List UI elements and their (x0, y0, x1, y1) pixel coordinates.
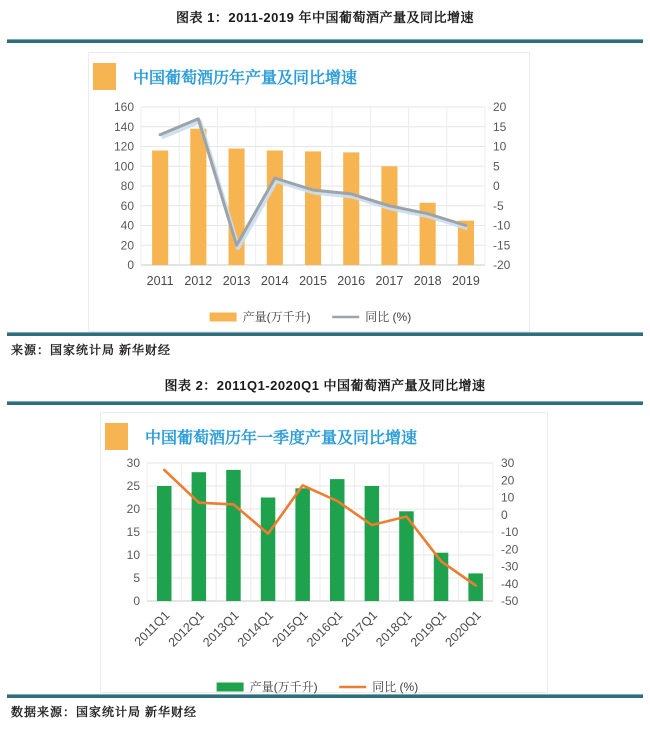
left-axis-tick: 140 (113, 119, 134, 134)
title-marker-icon (93, 63, 116, 90)
left-axis-tick: 60 (120, 198, 134, 213)
chart-card-figure1 (88, 52, 530, 332)
x-axis-label: 2019 (451, 274, 480, 288)
bar-2020Q1 (468, 573, 483, 601)
x-axis-label: 2017 (375, 274, 404, 288)
x-axis-label: 2013 (222, 274, 251, 288)
left-axis-tick: 5 (133, 571, 140, 585)
x-axis-label: 2015 (299, 274, 327, 288)
right-axis-tick: 20 (493, 100, 507, 114)
figure1-source-note: 来源：国家统计局 新华财经 (11, 343, 172, 357)
chart1-title: 中国葡萄酒历年产量及同比增速 (133, 69, 358, 87)
combo-chart-figure2 (101, 453, 547, 700)
figure2-caption: 图表 2：2011Q1-2020Q1 中国葡萄酒产量及同比增速 (164, 378, 486, 393)
left-axis-tick: 15 (126, 525, 140, 539)
left-axis-tick: 0 (133, 594, 140, 608)
left-axis-tick: 0 (127, 258, 134, 272)
left-axis-tick: 80 (120, 179, 134, 193)
right-axis-tick: -30 (501, 559, 519, 574)
right-axis-tick: -10 (501, 525, 519, 539)
legend-bar-label: 产量(万千升) (249, 680, 318, 694)
legend-bar-swatch (210, 313, 237, 322)
x-axis-label: 2013Q1 (200, 608, 242, 650)
right-axis-tick: -20 (493, 258, 511, 272)
right-axis-tick: -20 (501, 542, 519, 557)
chart-card-figure2 (100, 412, 548, 693)
bar-2016 (343, 152, 359, 265)
bar-2011 (152, 151, 168, 266)
legend-bar-swatch (217, 683, 244, 692)
x-axis-label: 2014Q1 (234, 608, 277, 650)
chart1-title-row (89, 53, 529, 93)
x-axis-label: 2016Q1 (304, 608, 346, 650)
right-axis-tick: 10 (501, 490, 515, 505)
x-axis-label: 2011Q1 (131, 608, 173, 649)
divider-rule (7, 694, 643, 698)
left-axis-tick: 25 (126, 479, 140, 493)
divider-rule (7, 332, 643, 336)
divider-rule (7, 401, 643, 405)
right-axis-tick: -50 (501, 594, 519, 608)
x-axis-label: 2012 (184, 274, 213, 288)
x-axis-label: 2014 (260, 274, 289, 288)
legend-line-label: 同比 (%) (372, 680, 419, 694)
left-axis-tick: 120 (113, 139, 134, 154)
bar-2012 (190, 129, 206, 265)
right-axis-tick: 0 (501, 507, 508, 522)
right-axis-tick: 5 (493, 159, 500, 174)
right-axis-tick: 30 (501, 456, 515, 470)
bar-2017 (381, 166, 397, 265)
right-axis-tick: 0 (493, 179, 500, 193)
x-axis-label: 2020Q1 (442, 608, 484, 650)
figure2-source-note: 数据来源：国家统计局 新华财经 (11, 705, 198, 719)
figure1-caption: 图表 1：2011-2019 年中国葡萄酒产量及同比增速 (176, 10, 474, 25)
bar-2015 (305, 151, 321, 265)
bar-2012Q1 (192, 472, 207, 601)
right-axis-tick: 15 (493, 119, 507, 134)
divider-rule (7, 39, 643, 43)
right-axis-tick: 10 (493, 139, 507, 154)
left-axis-tick: 20 (126, 502, 140, 516)
left-axis-tick: 100 (113, 159, 134, 174)
title-marker-icon (105, 423, 128, 450)
right-axis-tick: -10 (493, 218, 511, 233)
right-axis-tick: -40 (501, 576, 519, 591)
left-axis-tick: 160 (113, 100, 134, 114)
right-axis-tick: -5 (493, 198, 504, 213)
right-axis-tick: 20 (501, 473, 515, 488)
combo-chart-figure1 (89, 93, 529, 337)
right-axis-tick: -15 (493, 238, 511, 253)
x-axis-label: 2017Q1 (338, 608, 381, 650)
chart2-title: 中国葡萄酒历年一季度产量及同比增速 (145, 429, 418, 447)
left-axis-tick: 30 (126, 456, 140, 470)
left-axis-tick: 10 (126, 548, 140, 562)
x-axis-label: 2018Q1 (373, 608, 415, 650)
x-axis-label: 2012Q1 (165, 608, 208, 650)
x-axis-label: 2016 (337, 274, 366, 288)
bar-2013Q1 (226, 470, 241, 601)
left-axis-tick: 20 (120, 238, 134, 253)
x-axis-label: 2019Q1 (407, 608, 450, 650)
legend-line-label: 同比 (%) (365, 310, 412, 324)
bar-2017Q1 (365, 486, 380, 601)
x-axis-label: 2011 (146, 274, 174, 288)
legend-bar-label: 产量(万千升) (242, 310, 311, 324)
x-axis-label: 2015Q1 (269, 608, 311, 650)
bar-2015Q1 (295, 488, 310, 601)
x-axis-label: 2018 (413, 274, 442, 288)
left-axis-tick: 40 (120, 218, 134, 233)
bar-2014 (267, 151, 283, 266)
bar-2011Q1 (157, 486, 172, 601)
bar-2014Q1 (261, 498, 276, 602)
chart2-title-row (101, 413, 547, 453)
